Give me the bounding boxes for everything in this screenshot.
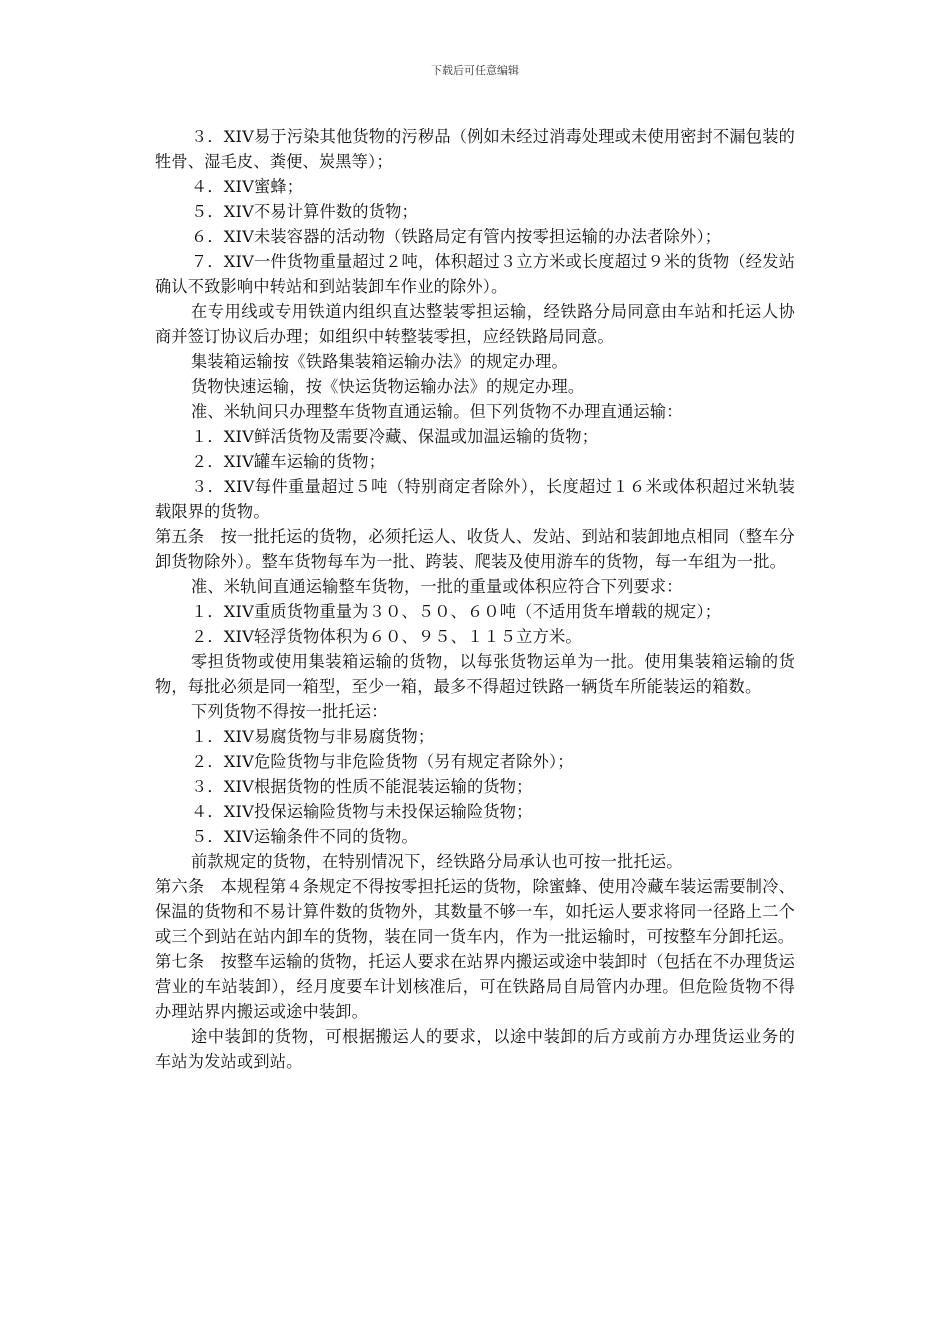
paragraph: 在专用线或专用铁道内组织直达整装零担运输，经铁路分局同意由车站和托运人协商并签订协议后办理；如组织中转整装零担，应经铁路局同意。 [155, 302, 795, 346]
paragraph: 前款规定的货物，在特别情况下，经铁路分局承认也可按一批托运。 [191, 852, 683, 871]
article-six: 第六条 本规程第４条规定不得按零担托运的货物，除蜜蜂、使用冷藏车装运需要制冷、保温的货物和不易计算件数的货物外，其数量不够一车，如托运人要求将同一径路上二个或三个到站在站内卸车的货物，装在同一货车内，作为一批运输时，可按整车分卸托运。 [155, 877, 795, 946]
paragraph: ２．XIV罐车运输的货物； [191, 452, 386, 471]
paragraph: ４．XIV投保运输险货物与未投保运输险货物； [191, 802, 533, 821]
article-seven: 第七条 按整车运输的货物，托运人要求在站界内搬运或途中装卸时（包括在不办理货运营业的车站装卸），经月度要车计划核准后，可在铁路局自局管内办理。但危险货物不得办理站界内搬运或途中装卸。 [155, 952, 795, 1021]
article-five: 第五条 按一批托运的货物，必须托运人、收货人、发站、到站和装卸地点相同（整车分卸货物除外）。整车货物每车为一批、跨装、爬装及使用游车的货物，每一车组为一批。 [155, 527, 795, 571]
paragraph: ３．XIV每件重量超过５吨（特别商定者除外），长度超过１６米或体积超过米轨装载限界的货物。 [155, 477, 795, 521]
paragraph: ６．XIV未装容器的活动物（铁路局定有管内按零担运输的办法者除外）； [191, 227, 722, 246]
page-header: 下载后可任意编辑 [431, 64, 519, 77]
paragraph: ５．XIV不易计算件数的货物； [191, 202, 418, 221]
paragraph: １．XIV易腐货物与非易腐货物； [191, 727, 435, 746]
paragraph: 途中装卸的货物，可根据搬运人的要求，以途中装卸的后方或前方办理货运业务的车站为发站或到站。 [155, 1027, 795, 1071]
paragraph: 准、米轨间只办理整车货物直通运输。但下列货物不办理直通运输： [191, 402, 683, 421]
paragraph: ４．XIV蜜蜂； [191, 177, 304, 196]
document-body [155, 124, 795, 1074]
paragraph: 下列货物不得按一批托运： [191, 702, 388, 721]
paragraph: 集装箱运输按《铁路集装箱运输办法》的规定办理。 [191, 352, 568, 371]
paragraph: 准、米轨间直通运输整车货物，一批的重量或体积应符合下列要求： [191, 577, 683, 596]
paragraph: ２．XIV危险货物与非危险货物（另有规定者除外）； [191, 752, 574, 771]
paragraph: 零担货物或使用集装箱运输的货物，以每张货物运单为一批。使用集装箱运输的货物，每批必须是同一箱型，至少一箱，最多不得超过铁路一辆货车所能装运的箱数。 [155, 652, 795, 696]
paragraph: １．XIV鲜活货物及需要冷藏、保温或加温运输的货物； [191, 427, 599, 446]
paragraph: ５．XIV运输条件不同的货物。 [191, 827, 418, 846]
paragraph: １．XIV重质货物重量为３０、５０、６０吨（不适用货车增载的规定）； [191, 602, 722, 621]
paragraph: ３．XIV易于污染其他货物的污秽品（例如未经过消毒处理或未使用密封不漏包装的牲骨、湿毛皮、粪便、炭黑等）； [155, 127, 795, 171]
paragraph: ７．XIV一件货物重量超过２吨，体积超过３立方米或长度超过９米的货物（经发站确认不致影响中转站和到站装卸车作业的除外）。 [155, 252, 795, 296]
paragraph: 货物快速运输，按《快运货物运输办法》的规定办理。 [191, 377, 585, 396]
paragraph: ３．XIV根据货物的性质不能混装运输的货物； [191, 777, 533, 796]
paragraph: ２．XIV轻浮货物体积为６０、９５、１１５立方米。 [191, 627, 582, 646]
